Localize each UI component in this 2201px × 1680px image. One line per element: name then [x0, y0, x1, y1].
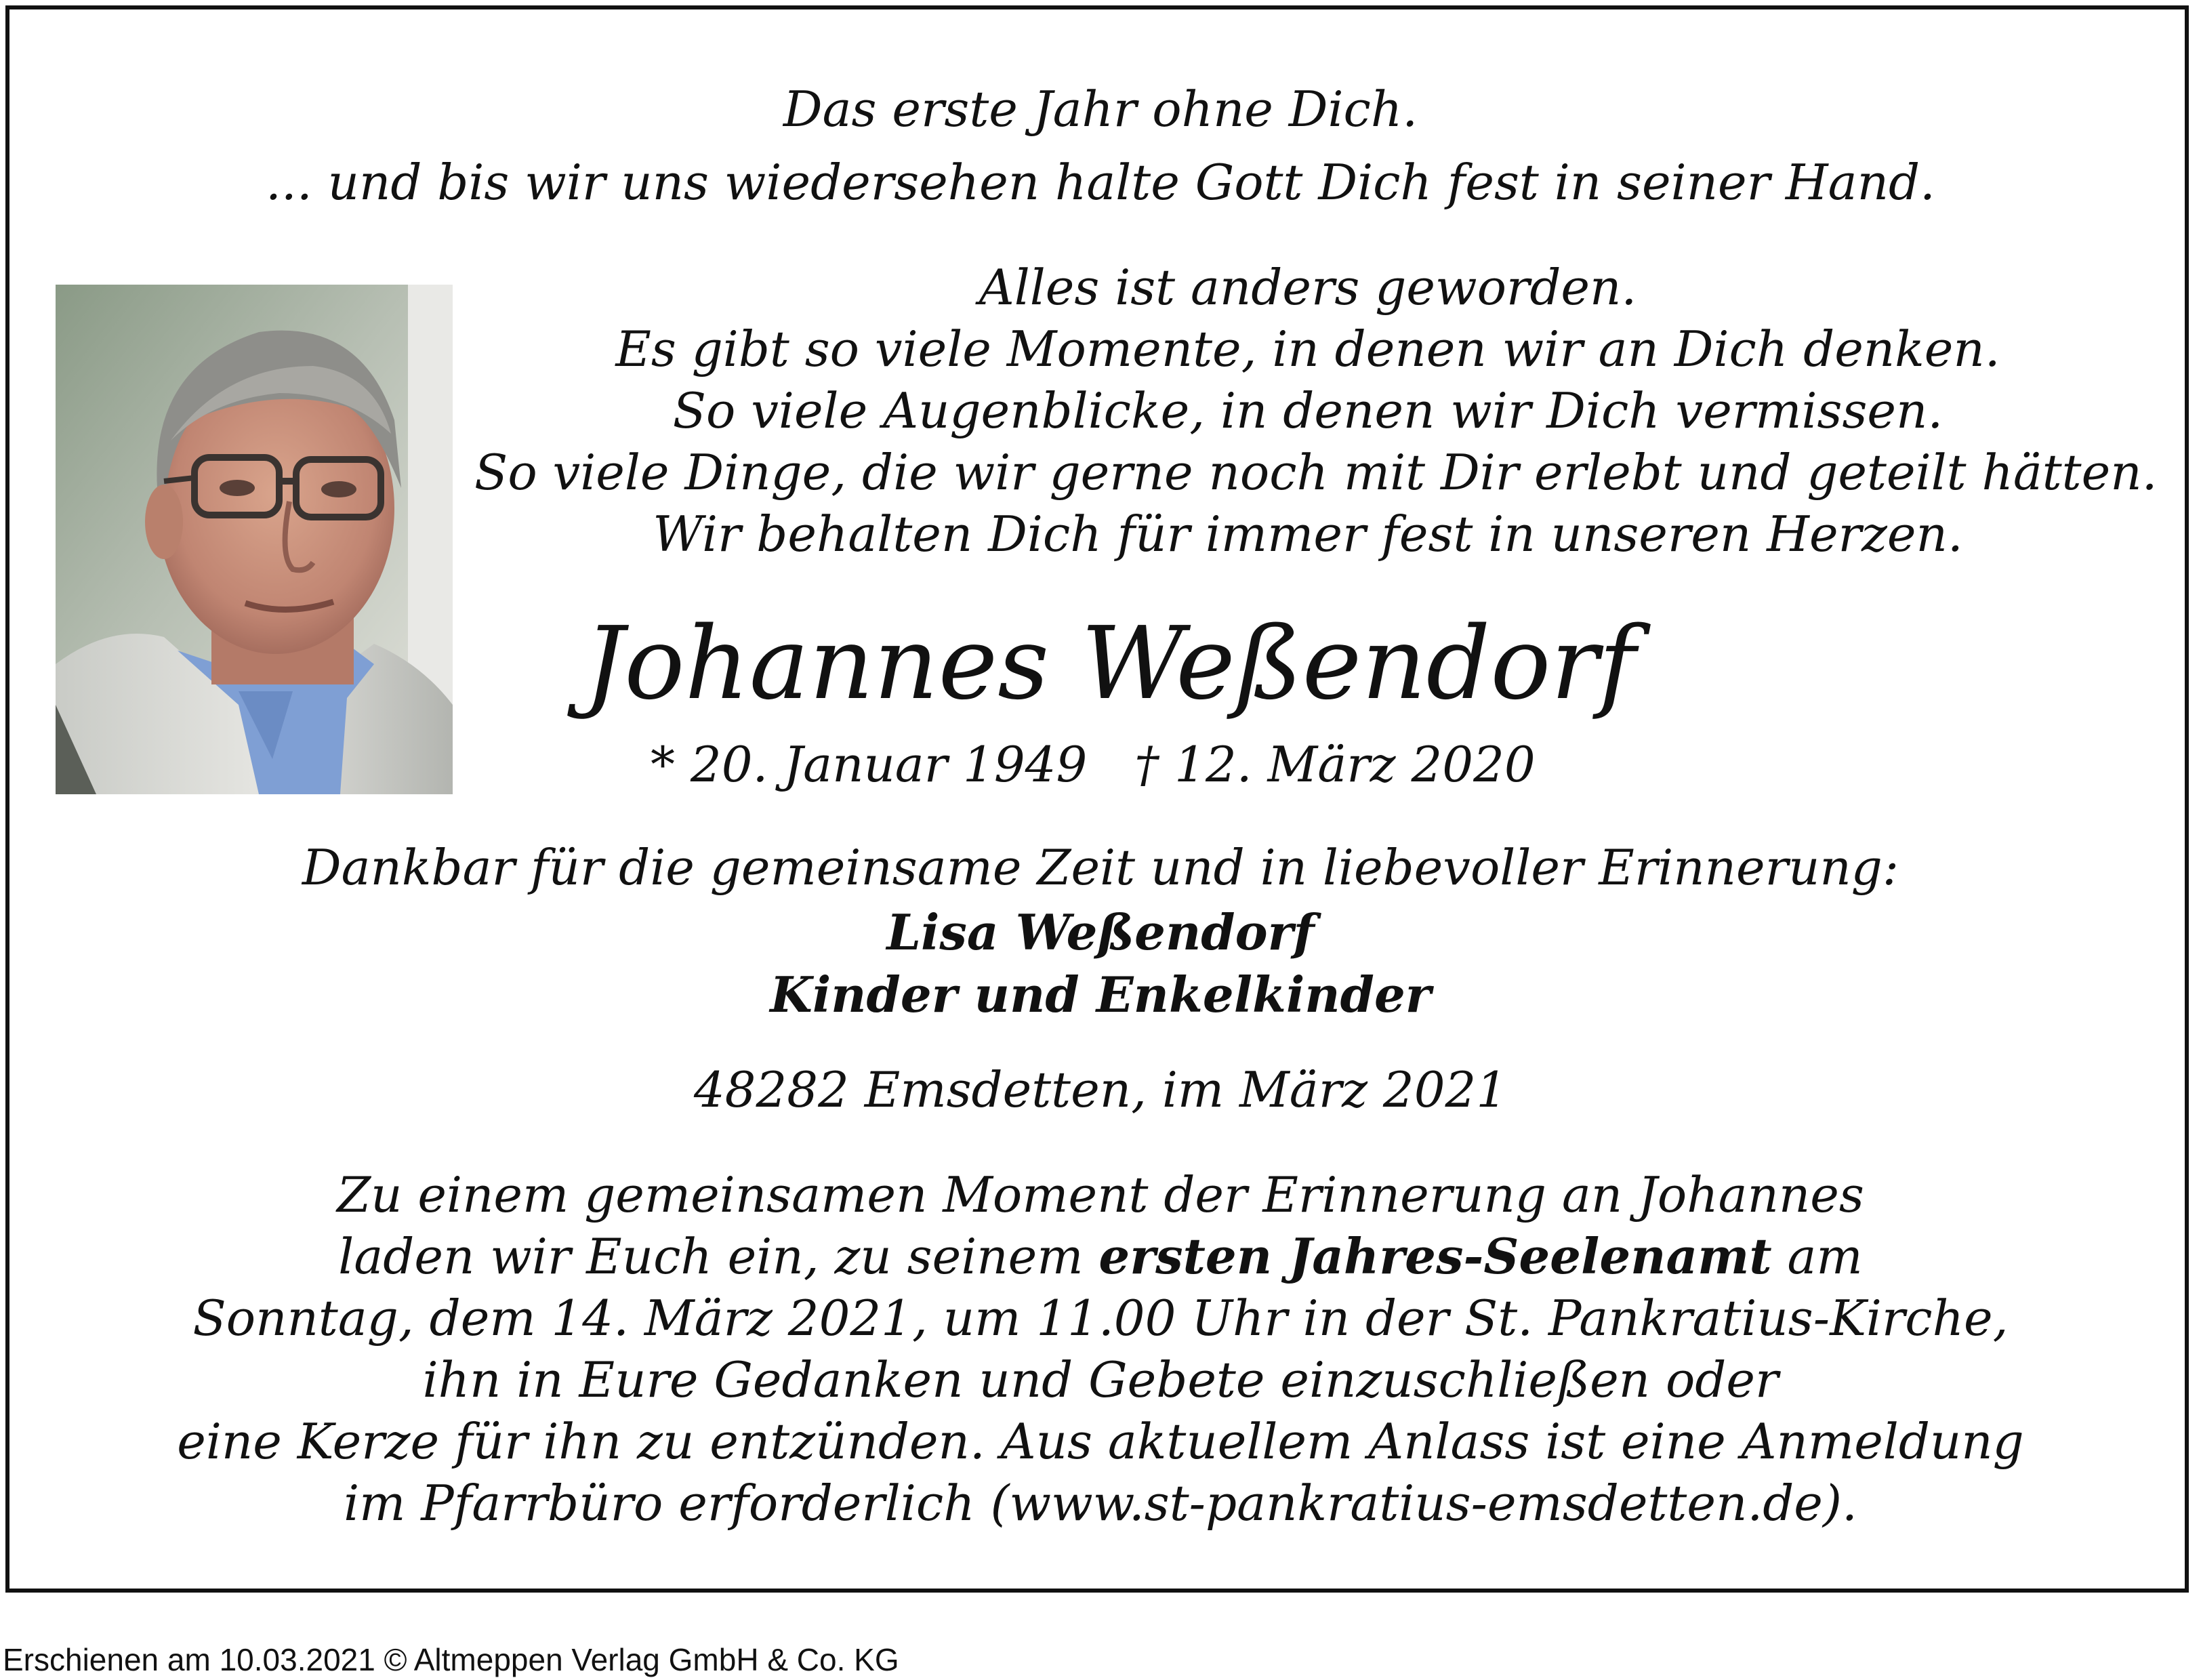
- invitation-line-6: im Pfarrbüro erforderlich (www.st-pankratius-emsdetten.de).: [344, 1475, 1857, 1532]
- death-date: † 12. März 2020: [1134, 736, 1536, 793]
- publication-footer: Erschienen am 10.03.2021 © Altmeppen Verlag GmbH & Co. KG: [3, 1642, 899, 1677]
- invitation-line-2-pre: laden wir Euch ein, zu seinem: [338, 1228, 1099, 1285]
- verse-line-1: Alles ist anders geworden.: [979, 259, 1637, 316]
- invitation-line-2: [0, 1227, 2201, 1285]
- intro-line-2: ... und bis wir uns wiedersehen halte Gott Dich fest in seiner Hand.: [266, 154, 1935, 211]
- invitation-line-2-post: am: [1771, 1228, 1863, 1285]
- verse-line-4: So viele Dinge, die wir gerne noch mit Dir erlebt und geteilt hätten.: [474, 444, 2158, 501]
- invitation-line-5: eine Kerze für ihn zu entzünden. Aus aktuellem Anlass ist eine Anmeldung: [177, 1413, 2024, 1470]
- place-date: 48282 Emsdetten, im März 2021: [693, 1061, 1508, 1118]
- portrait-photo: [56, 285, 453, 794]
- verse-line-5: Wir behalten Dich für immer fest in unseren Herzen.: [653, 506, 1963, 562]
- invitation-line-4: ihn in Eure Gedanken und Gebete einzuschließen oder: [422, 1351, 1779, 1408]
- mourner-name-2: Kinder und Enkelkinder: [770, 966, 1431, 1023]
- mourners-intro: Dankbar für die gemeinsame Zeit und in liebevoller Erinnerung:: [302, 839, 1899, 896]
- invitation-highlight: ersten Jahres-Seelenamt: [1098, 1227, 1772, 1285]
- verse-line-3: So viele Augenblicke, in denen wir Dich vermissen.: [672, 382, 1943, 439]
- invitation-line-1: Zu einem gemeinsamen Moment der Erinnerung an Johannes: [337, 1166, 1864, 1223]
- intro-line-1: Das erste Jahr ohne Dich.: [783, 81, 1418, 138]
- life-dates: [651, 736, 1599, 793]
- verse-line-2: Es gibt so viele Momente, in denen wir an Dich denken.: [615, 321, 2000, 377]
- birth-date: * 20. Januar 1949: [651, 736, 1088, 793]
- deceased-name: Johannes Weßendorf: [584, 605, 1636, 722]
- invitation-line-3: Sonntag, dem 14. März 2021, um 11.00 Uhr in der St. Pankratius-Kirche,: [192, 1290, 2009, 1347]
- mourner-name-1: Lisa Weßendorf: [886, 903, 1315, 961]
